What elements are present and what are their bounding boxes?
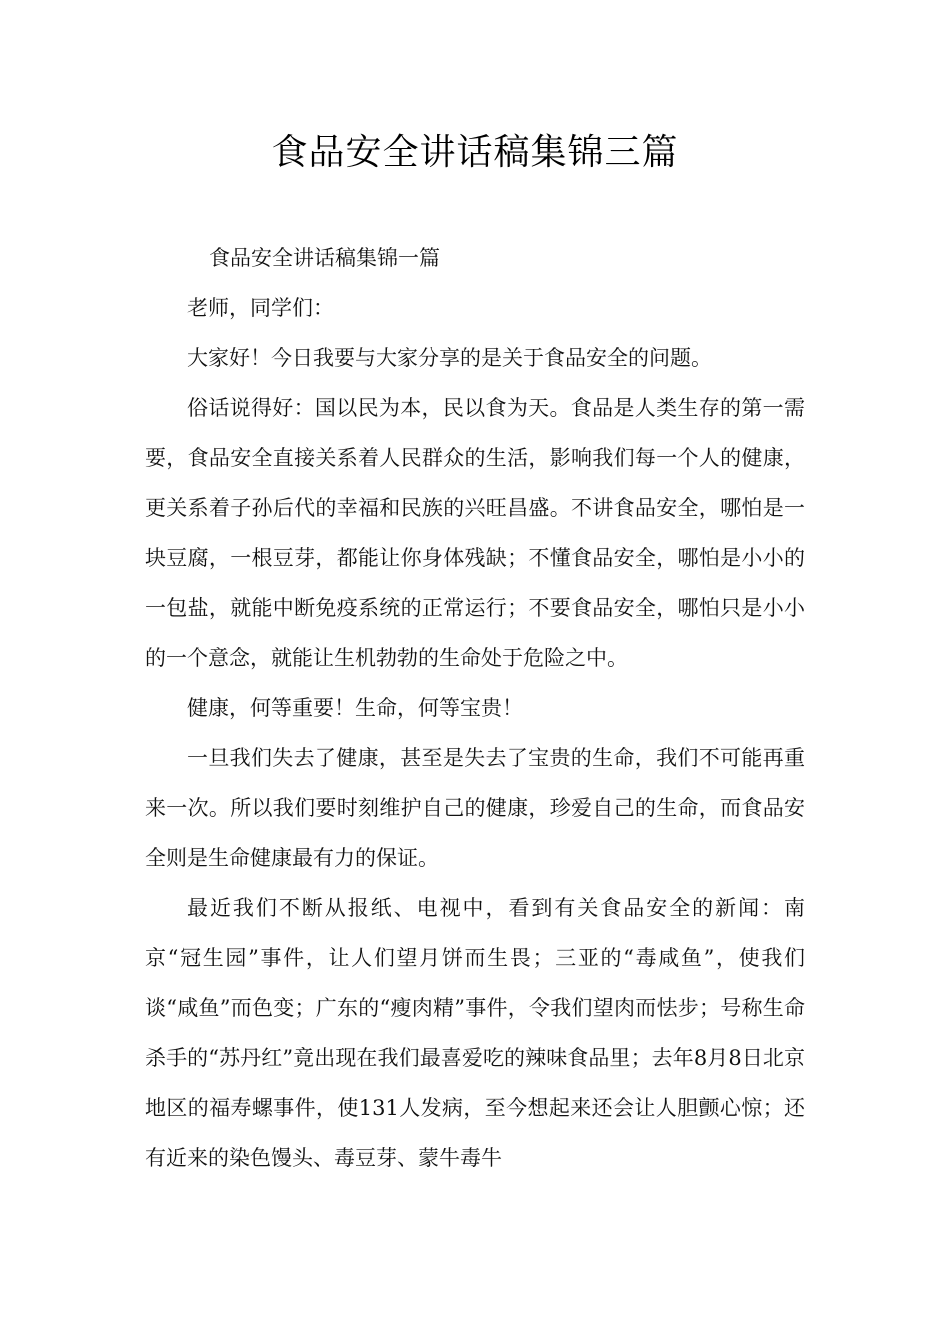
paragraph-greeting: 老师，同学们：	[187, 296, 334, 320]
paragraph-intro: 大家好！今日我要与大家分享的是关于食品安全的问题。	[187, 346, 712, 370]
paragraph-news: 最近我们不断从报纸、电视中，看到有关食品安全的新闻：南京“冠生园”事件，让人们望月饼而生畏；三亚的“毒咸鱼”，使我们谈“咸鱼”而色变；广东的“瘦肉精”事件，令我们望肉而怯步；号称生命杀手的“苏丹红”竟出现在我们最喜爱吃的辣味食品里；去年8月8日北京地区的福寿螺事件，使131人发病，至今想起来还会让人胆颤心惊；还有近来的染色馒头、毒豆芽、蒙牛毒牛	[145, 896, 805, 1170]
paragraph-health: 一旦我们失去了健康，甚至是失去了宝贵的生命，我们不可能再重来一次。所以我们要时刻维护自己的健康，珍爱自己的生命，而食品安全则是生命健康最有力的保证。	[145, 746, 805, 870]
paragraph-proverb: 俗话说得好：国以民为本，民以食为天。食品是人类生存的第一需要，食品安全直接关系着人民群众的生活，影响我们每一个人的健康，更关系着子孙后代的幸福和民族的兴旺昌盛。不讲食品安全，哪怕是一块豆腐，一根豆芽，都能让你身体残缺；不懂食品安全，哪怕是小小的一包盐，就能中断免疫系统的正常运行；不要食品安全，哪怕只是小小的一个意念，就能让生机勃勃的生命处于危险之中。	[145, 396, 805, 670]
paragraph-exclamation: 健康，何等重要！生命，何等宝贵！	[187, 696, 523, 720]
document-title: 食品安全讲话稿集锦三篇	[271, 132, 679, 173]
section-heading: 食品安全讲话稿集锦一篇	[209, 246, 440, 270]
document-body	[145, 233, 805, 1183]
